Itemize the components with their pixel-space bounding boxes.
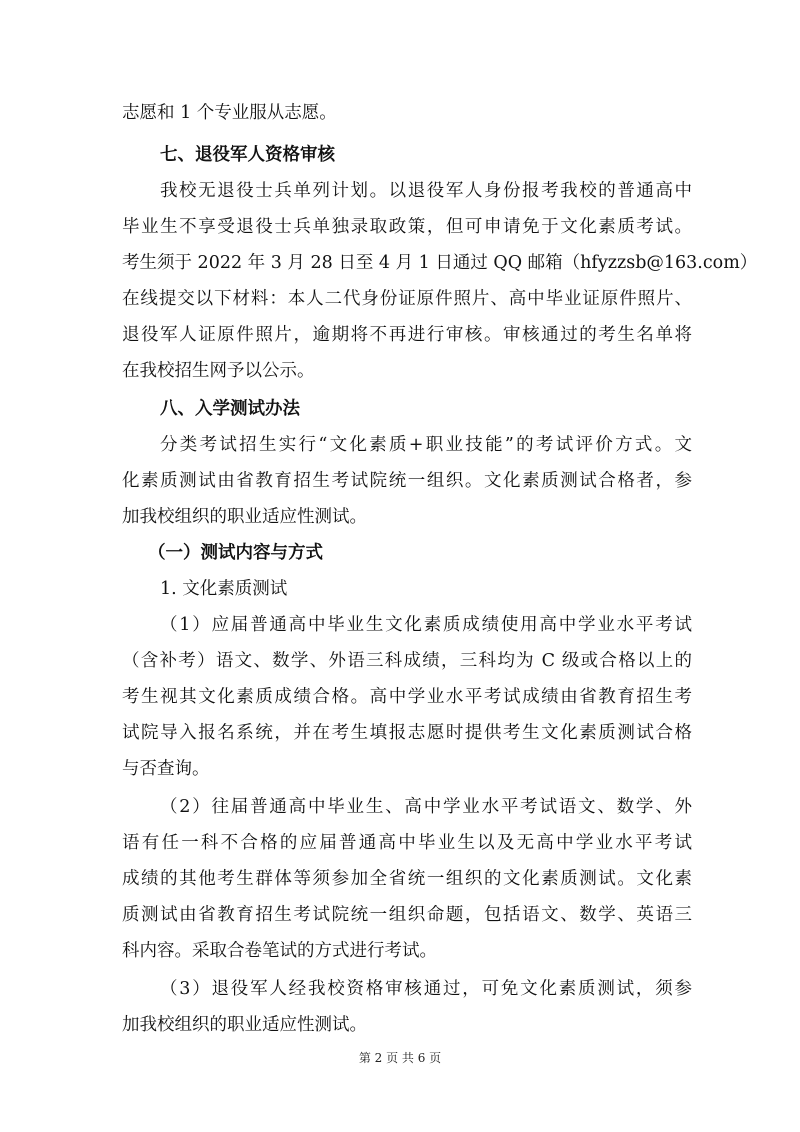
text-line: 退役军人证原件照片，逾期将不再进行审核。审核通过的考生名单将 <box>122 325 692 345</box>
section-heading-8: 八、入学测试办法 <box>160 399 300 419</box>
text-line: （2）往届普通高中毕业生、高中学业水平考试语文、数学、外 <box>160 797 692 817</box>
text-line: 毕业生不享受退役士兵单独录取政策，但可申请免于文化素质考试。 <box>122 217 692 237</box>
text-line: 语有任一科不合格的应届普通高中毕业生以及无高中学业水平考试 <box>122 833 692 853</box>
text-line: 在我校招生网予以公示。 <box>122 361 315 381</box>
text-line: 加我校组织的职业适应性测试。 <box>122 1015 367 1035</box>
section-heading-7: 七、退役军人资格审核 <box>160 145 335 165</box>
text-line: 质测试由省教育招生考试院统一组织命题，包括语文、数学、英语三 <box>122 905 692 925</box>
text-line: 成绩的其他考生群体等须参加全省统一组织的文化素质测试。文化素 <box>122 869 692 889</box>
text-line: 志愿和 1 个专业服从志愿。 <box>122 103 337 123</box>
text-line: 分类考试招生实行“文化素质+职业技能”的考试评价方式。文 <box>160 435 692 455</box>
text-line: （1）应届普通高中毕业生文化素质成绩使用高中学业水平考试 <box>160 615 692 635</box>
text-line: 化素质测试由省教育招生考试院统一组织。文化素质测试合格者，参 <box>122 471 692 491</box>
text-line: 我校无退役士兵单列计划。以退役军人身份报考我校的普通高中 <box>160 181 692 201</box>
text-line: 加我校组织的职业适应性测试。 <box>122 507 367 527</box>
subsection-heading: （一）测试内容与方式 <box>148 543 323 563</box>
text-line: （3）退役军人经我校资格审核通过，可免文化素质测试，须参 <box>160 979 692 999</box>
text-line: 试院导入报名系统，并在考生填报志愿时提供考生文化素质测试合格 <box>122 723 692 743</box>
text-line: 科内容。采取合卷笔试的方式进行考试。 <box>122 941 437 961</box>
text-line: 考生视其文化素质成绩合格。高中学业水平考试成绩由省教育招生考 <box>122 687 692 707</box>
text-line: 在线提交以下材料：本人二代身份证原件照片、高中毕业证原件照片、 <box>122 289 692 309</box>
text-line: 与否查询。 <box>122 759 210 779</box>
text-line: （含补考）语文、数学、外语三科成绩，三科均为 C 级或合格以上的 <box>122 651 692 671</box>
text-line: 考生须于 2022 年 3 月 28 日至 4 月 1 日通过 QQ 邮箱（hfyzzsb@163.com） <box>122 253 758 273</box>
item-heading: 1. 文化素质测试 <box>160 579 288 599</box>
page-number-footer: 第 2 页 共 6 页 <box>358 1051 442 1065</box>
